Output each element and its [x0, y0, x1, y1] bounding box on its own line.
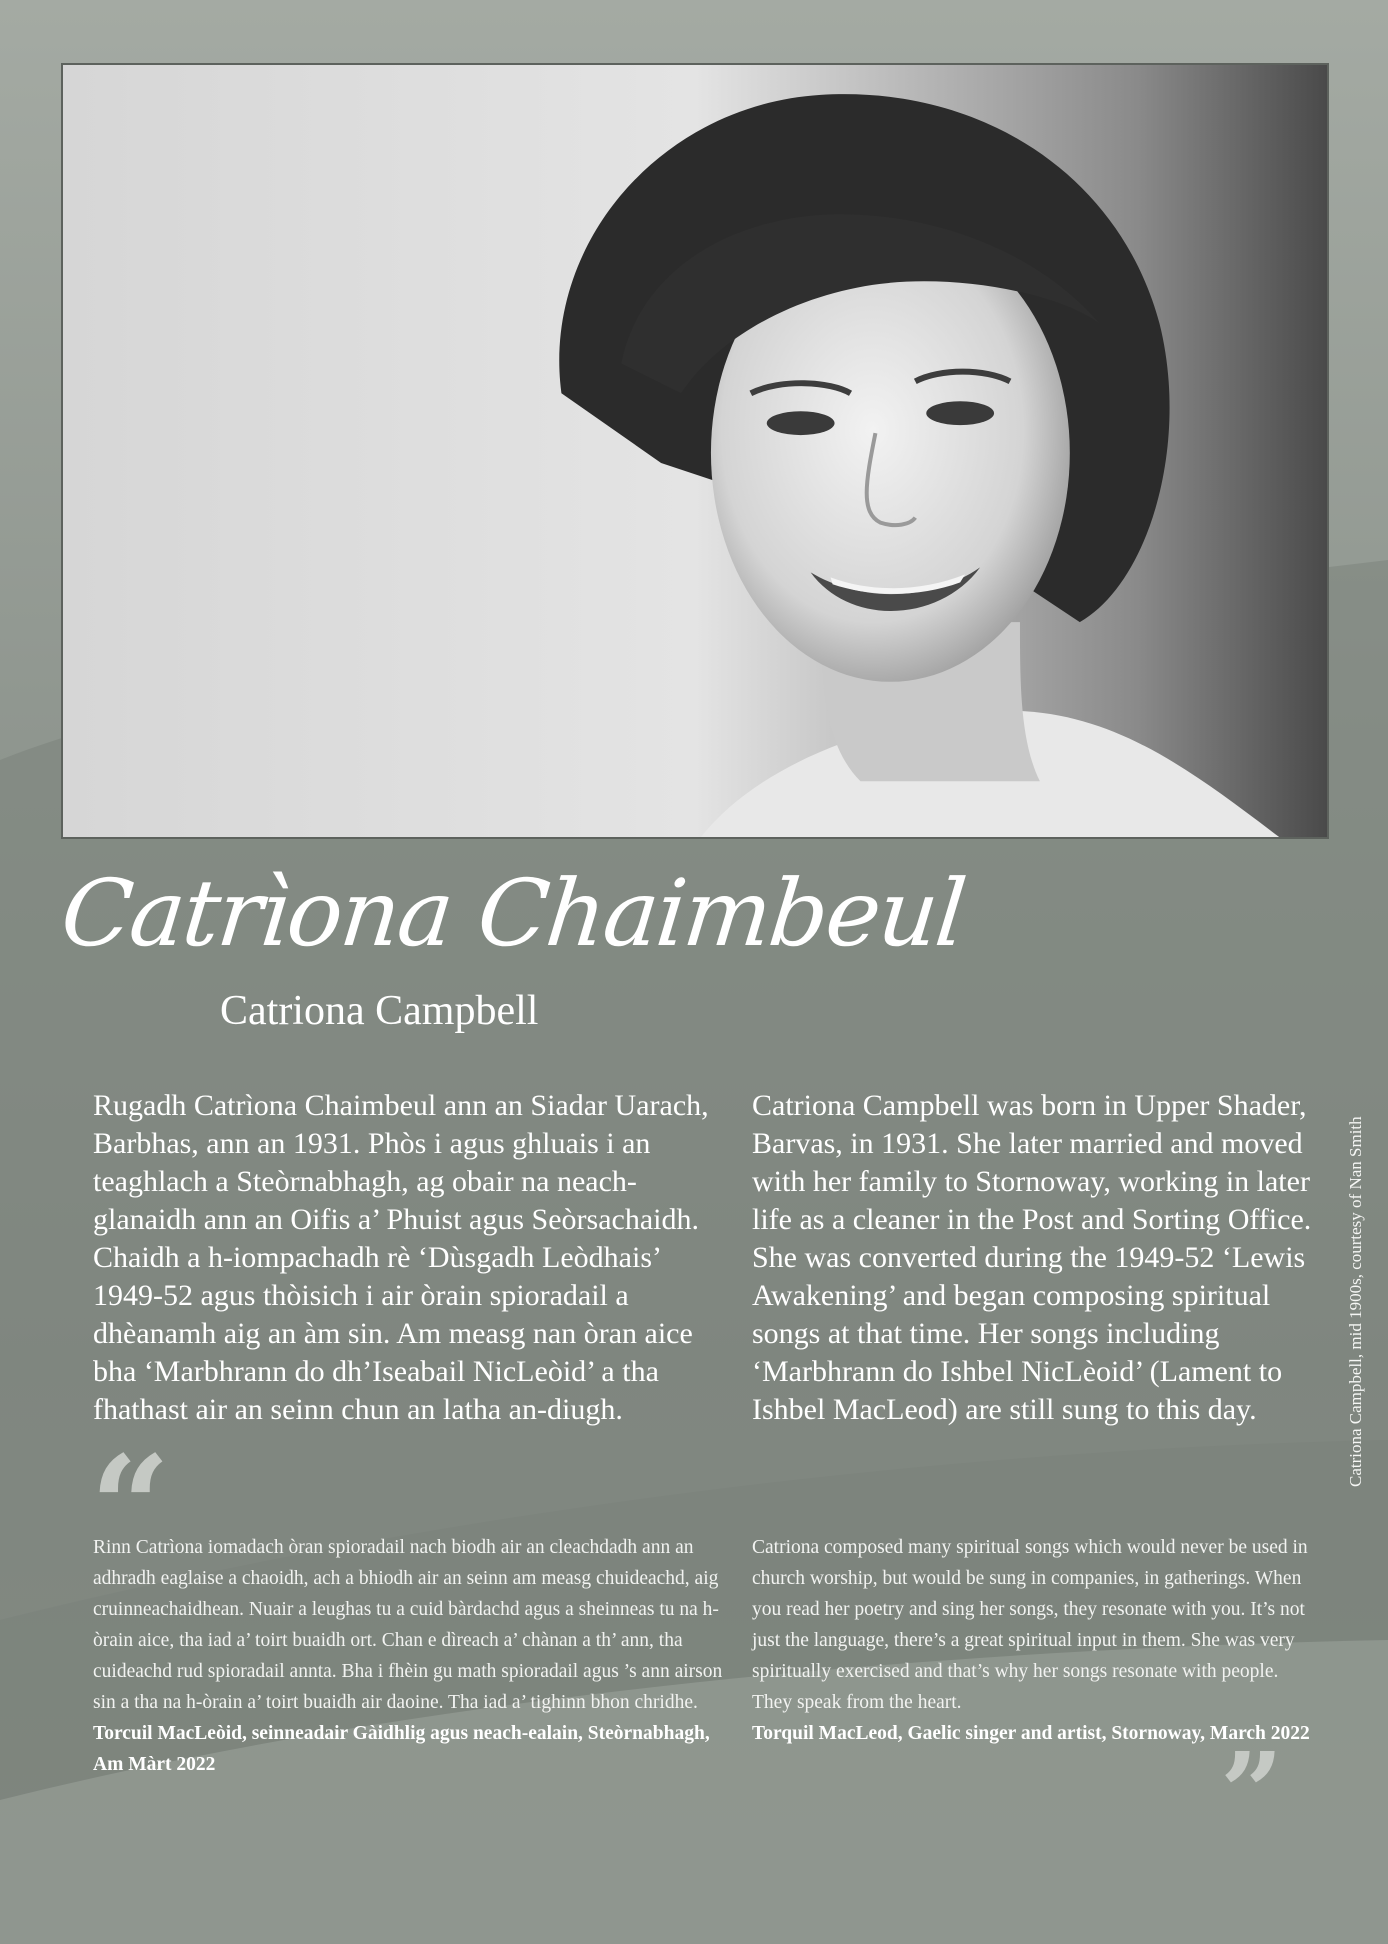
- photo-credit: Catriona Campbell, mid 1900s, courtesy of Nan Smith: [1346, 1116, 1365, 1487]
- title-gaelic: Catrìona Chaimbeul: [56, 860, 970, 967]
- quote-english-block: [752, 1532, 1312, 1749]
- attribution-gaelic: Torcuil MacLeòid, seinneadair Gàidhlig agus neach-ealain, Steòrnabhagh, Am Màrt 2022: [93, 1723, 710, 1775]
- quote-gaelic: Rinn Catrìona iomadach òran spioradail nach biodh air an cleachdadh ann an adhradh eaglaise a chaoidh, ach a bhiodh air an seinn am measg chuideachd, aig cruinneachaidhean. Nuair a leughas tu a cuid bàrdachd agus a sheinneas tu na h-òrain aice, tha iad a’ toirt buaidh ort. Chan e dìreach a’ chànan a th’ ann, tha cuideachd rud spioradail annta. Bha i fhèin gu math spioradail agus ’s ann airson sin a tha na h-òrain a’ toirt buaidh air daoine. Tha iad a’ tighinn bhon chridhe.: [93, 1537, 723, 1713]
- quote-english: Catriona composed many spiritual songs which would never be used in church worship, but would be sung in companies, in gatherings. When you read her poetry and sing her songs, they resonate with you. It’s not just the language, there’s a great spiritual input in them. She was very spiritually exercised and that’s why her songs resonate with people. They speak from the heart.: [752, 1537, 1308, 1713]
- close-quote-icon: ”: [1220, 1728, 1284, 1857]
- quote-gaelic-block: [93, 1532, 723, 1780]
- bio-gaelic: Rugadh Catrìona Chaimbeul ann an Siadar Uarach, Barbhas, ann an 1931. Phòs i agus ghluais i an teaghlach a Steòrnabhagh, ag obair na neach-glanaidh ann an Oifis a’ Phuist agus Seòrsachaidh. Chaidh a h-iompachadh rè ‘Dùsgadh Leòdhais’ 1949-52 agus thòisich i air òrain spioradail a dhèanamh aig an àm sin. Am measg nan òran aice bha ‘Marbhrann do dh’Iseabail NicLeòid’ a tha fhathast air an seinn chun an latha an-diugh.: [93, 1089, 709, 1426]
- portrait-photo: [61, 63, 1329, 839]
- attribution-english: Torquil MacLeod, Gaelic singer and artist, Stornoway, March 2022: [752, 1723, 1310, 1744]
- bio-english: Catriona Campbell was born in Upper Shader, Barvas, in 1931. She later married and moved with her family to Stornoway, working in later life as a cleaner in the Post and Sorting Office. She was converted during the 1949-52 ‘Lewis Awakening’ and began composing spiritual songs at that time. Her songs including ‘Marbhrann do Ishbel NicLèoid’ (Lament to Ishbel MacLeod) are still sung to this day.: [752, 1089, 1312, 1426]
- title-english: Catriona Campbell: [220, 988, 539, 1034]
- open-quote-icon: “: [90, 1426, 171, 1590]
